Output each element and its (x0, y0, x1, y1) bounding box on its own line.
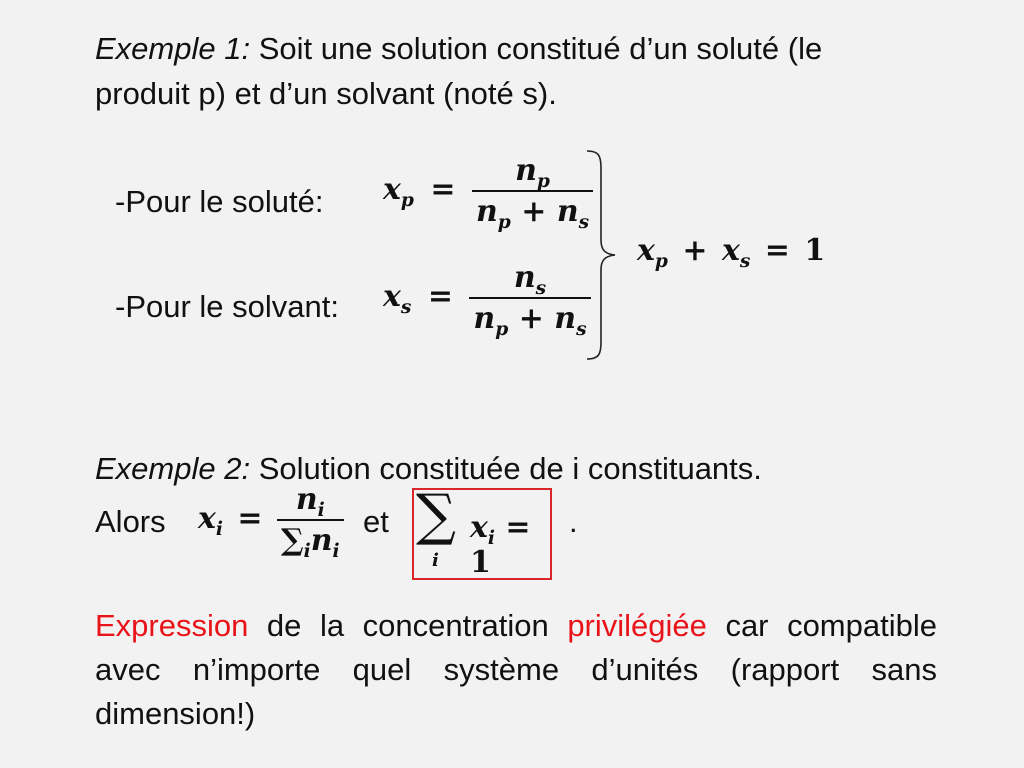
mole-fraction-sum: $x_p + x_s = 1$ (637, 233, 826, 272)
sum-equals-one-box (412, 483, 552, 580)
example1-line1 (95, 27, 822, 71)
solute-fraction (472, 153, 593, 233)
example1-text: Soit une solution constitué d’un soluté (le (250, 31, 823, 66)
general-lhs: $x_i$ (198, 501, 223, 540)
solute-denominator: $n_p + n_s$ (472, 190, 593, 229)
general-eq: = (237, 501, 263, 536)
solute-eq: = (430, 172, 456, 207)
solute-label: -Pour le soluté: (115, 184, 324, 219)
general-denominator: $\sum_in_i$ (277, 519, 344, 558)
highlight-privilegiee: privilégiée (567, 608, 707, 643)
alors-word: Alors (95, 504, 166, 539)
conclusion-text-1: de la concentration (248, 608, 568, 643)
solute-numerator: $n_p$ (515, 153, 550, 192)
et-word: et (363, 504, 389, 539)
example2-text: Solution constituée de i constituants. (250, 451, 762, 486)
solvent-fraction (469, 260, 590, 340)
solvent-formula (383, 260, 591, 340)
highlight-expression: Expression (95, 608, 249, 643)
solvent-eq: = (427, 279, 453, 314)
example1-line2: produit p) et d’un solvant (noté s). (95, 76, 557, 111)
conclusion-paragraph (95, 604, 937, 736)
general-numerator: $n_i$ (295, 482, 325, 521)
solvent-denominator: $n_p + n_s$ (469, 297, 590, 336)
sigma-index: i (432, 550, 439, 571)
conclusion-text-2: car compatible avec n’importe quel système d’unités (rapport sans dimension!) (95, 608, 937, 731)
general-formula (198, 482, 344, 562)
boxed-expression: $x_i = 1$ (470, 510, 531, 580)
solute-lhs: $x_p$ (383, 172, 414, 211)
example2-label: Exemple 2: (95, 451, 251, 486)
example1-label: Exemple 1: (95, 31, 251, 66)
right-brace-icon (585, 148, 625, 362)
solute-formula (383, 153, 593, 233)
general-fraction (277, 482, 344, 562)
sigma-symbol: ∑ (416, 483, 456, 548)
period: . (569, 504, 578, 539)
solvent-lhs: $x_s$ (383, 279, 412, 318)
solvent-label: -Pour le solvant: (115, 289, 339, 324)
solvent-numerator: $n_s$ (513, 260, 547, 299)
